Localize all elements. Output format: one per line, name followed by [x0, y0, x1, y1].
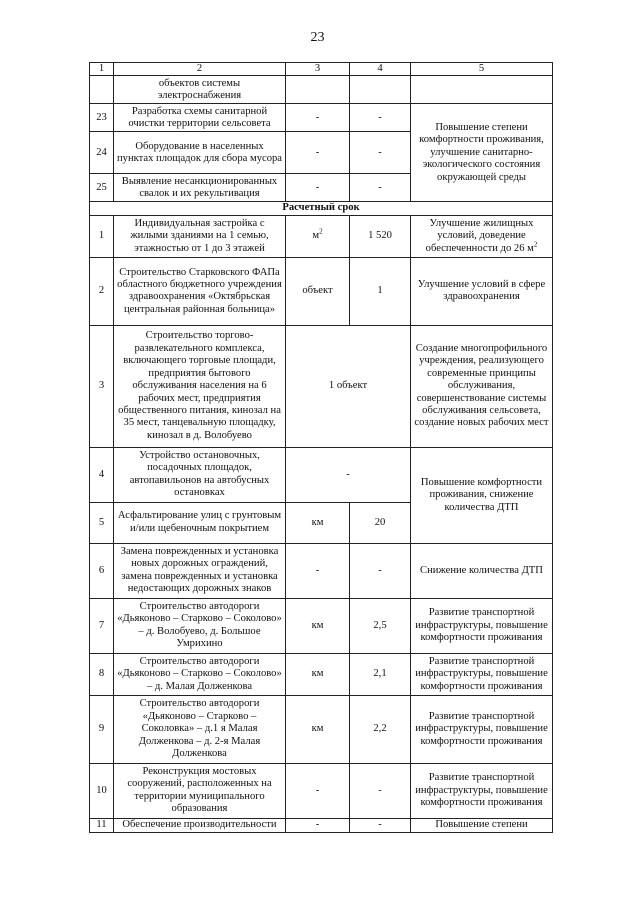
row-name: Асфальтирование улиц с грунтовым и/или щебеночным покрытием: [114, 502, 286, 543]
row-name: Строительство Старковского ФАПа областного бюджетного учреждения здравоохранения «Октябрьская центральная районная больница»: [114, 257, 286, 325]
row-unit: $м^2$: [286, 215, 350, 257]
row-name: Строительство автодороги «Дьяконово – Старково – Соколовка» – д.1 я Малая Долженкова – д. 2-я Малая Долженкова: [114, 695, 286, 763]
row-merged-value: 1 объект: [286, 325, 411, 447]
table-row: [90, 325, 553, 447]
row-quantity: 2,2: [350, 695, 411, 763]
table-row: [90, 215, 553, 257]
page-number: 23: [310, 30, 325, 45]
row-unit: -: [286, 543, 350, 598]
row-number: 7: [90, 598, 114, 653]
header-cell: 5: [411, 63, 553, 76]
row-unit: км: [286, 502, 350, 543]
row-quantity: -: [350, 543, 411, 598]
row-name: Индивидуальная застройка с жилыми зданиями на 1 семью, этажностью от 1 до 3 этажей: [114, 215, 286, 257]
row-quantity: 2,1: [350, 653, 411, 695]
row-name: Строительство автодороги «Дьяконово – Старково – Соколово» – д. Малая Долженкова: [114, 653, 286, 695]
row-quantity: -: [350, 174, 411, 202]
row-name: Устройство остановочных, посадочных площадок, автопавильонов на автобусных остановках: [114, 447, 286, 502]
row-name: Выявление несанкционированных свалок и их рекультивация: [114, 174, 286, 202]
row-name: Строительство автодороги «Дьяконово – Старково – Соколово» – д. Волобуево, д. Большое Умрихино: [114, 598, 286, 653]
row-unit: км: [286, 598, 350, 653]
row-unit: объект: [286, 257, 350, 325]
row-result: Повышение комфортности проживания, снижение количества ДТП: [411, 447, 553, 543]
row-number: 10: [90, 763, 114, 818]
row-number: 4: [90, 447, 114, 502]
row-quantity: 1: [350, 257, 411, 325]
row-result: Улучшение жилищных условий, доведение обеспеченности до 26 $м^2$: [411, 215, 553, 257]
row-number: 2: [90, 257, 114, 325]
table-row: [90, 763, 553, 818]
table-header-row: [90, 63, 553, 76]
row-result: Развитие транспортной инфраструктуры, повышение комфортности проживания: [411, 695, 553, 763]
row-number: 8: [90, 653, 114, 695]
row-unit: км: [286, 653, 350, 695]
row-number: 3: [90, 325, 114, 447]
table-row: [90, 543, 553, 598]
row-name: объектов системы электроснабжения: [114, 76, 286, 104]
table-row: [90, 104, 553, 132]
table-row: [90, 76, 553, 104]
row-quantity: 1 520: [350, 215, 411, 257]
section-title: Расчетный срок: [90, 202, 553, 215]
row-name: Оборудование в населенных пунктах площадок для сбора мусора: [114, 132, 286, 174]
row-number: 5: [90, 502, 114, 543]
row-result: Улучшение условий в сфере здравоохранения: [411, 257, 553, 325]
row-name: Реконструкция мостовых сооружений, расположенных на территории муниципального образования: [114, 763, 286, 818]
measures-table: [89, 62, 553, 833]
row-number: 9: [90, 695, 114, 763]
row-name: Строительство торгово-развлекательного комплекса, включающего торговые площади, предприятия бытового обслуживания населения на 6 рабочих мест, предприятия общественного питания, кинозал на 35 мест, танцевальную площадку, кинозал в д. Волобуево: [114, 325, 286, 447]
table-row: [90, 447, 553, 502]
row-unit: -: [286, 818, 350, 832]
row-result: Развитие транспортной инфраструктуры, повышение комфортности проживания: [411, 598, 553, 653]
row-quantity: 20: [350, 502, 411, 543]
table-row: [90, 598, 553, 653]
row-unit: -: [286, 763, 350, 818]
row-merged-value: -: [286, 447, 411, 502]
row-unit: -: [286, 132, 350, 174]
row-result: Повышение степени комфортности проживания, улучшение санитарно-экологического состояния окружающей среды: [411, 104, 553, 202]
row-unit: -: [286, 174, 350, 202]
row-quantity: -: [350, 132, 411, 174]
section-row: [90, 202, 553, 215]
row-quantity: 2,5: [350, 598, 411, 653]
table-row: [90, 695, 553, 763]
header-cell: 2: [114, 63, 286, 76]
row-result: Повышение степени: [411, 818, 553, 832]
row-number: 24: [90, 132, 114, 174]
row-unit: -: [286, 104, 350, 132]
row-unit: км: [286, 695, 350, 763]
row-number: 25: [90, 174, 114, 202]
row-number: 11: [90, 818, 114, 832]
table-row: [90, 257, 553, 325]
row-result: Развитие транспортной инфраструктуры, повышение комфортности проживания: [411, 653, 553, 695]
row-name: Обеспечение производительности: [114, 818, 286, 832]
row-number: 1: [90, 215, 114, 257]
row-result: Развитие транспортной инфраструктуры, повышение комфортности проживания: [411, 763, 553, 818]
table-row: [90, 653, 553, 695]
row-quantity: -: [350, 104, 411, 132]
header-cell: 1: [90, 63, 114, 76]
row-number: 6: [90, 543, 114, 598]
row-result: Создание многопрофильного учреждения, реализующего современные принципы обслуживания, совершенствование системы обслуживания сельсовета, создание новых рабочих мест: [411, 325, 553, 447]
header-cell: 4: [350, 63, 411, 76]
row-quantity: -: [350, 818, 411, 832]
row-result: Снижение количества ДТП: [411, 543, 553, 598]
row-number: 23: [90, 104, 114, 132]
row-name: Замена поврежденных и установка новых дорожных ограждений, замена поврежденных и установка недостающих дорожных знаков: [114, 543, 286, 598]
header-cell: 3: [286, 63, 350, 76]
row-quantity: -: [350, 763, 411, 818]
table-row: [90, 818, 553, 832]
row-name: Разработка схемы санитарной очистки территории сельсовета: [114, 104, 286, 132]
